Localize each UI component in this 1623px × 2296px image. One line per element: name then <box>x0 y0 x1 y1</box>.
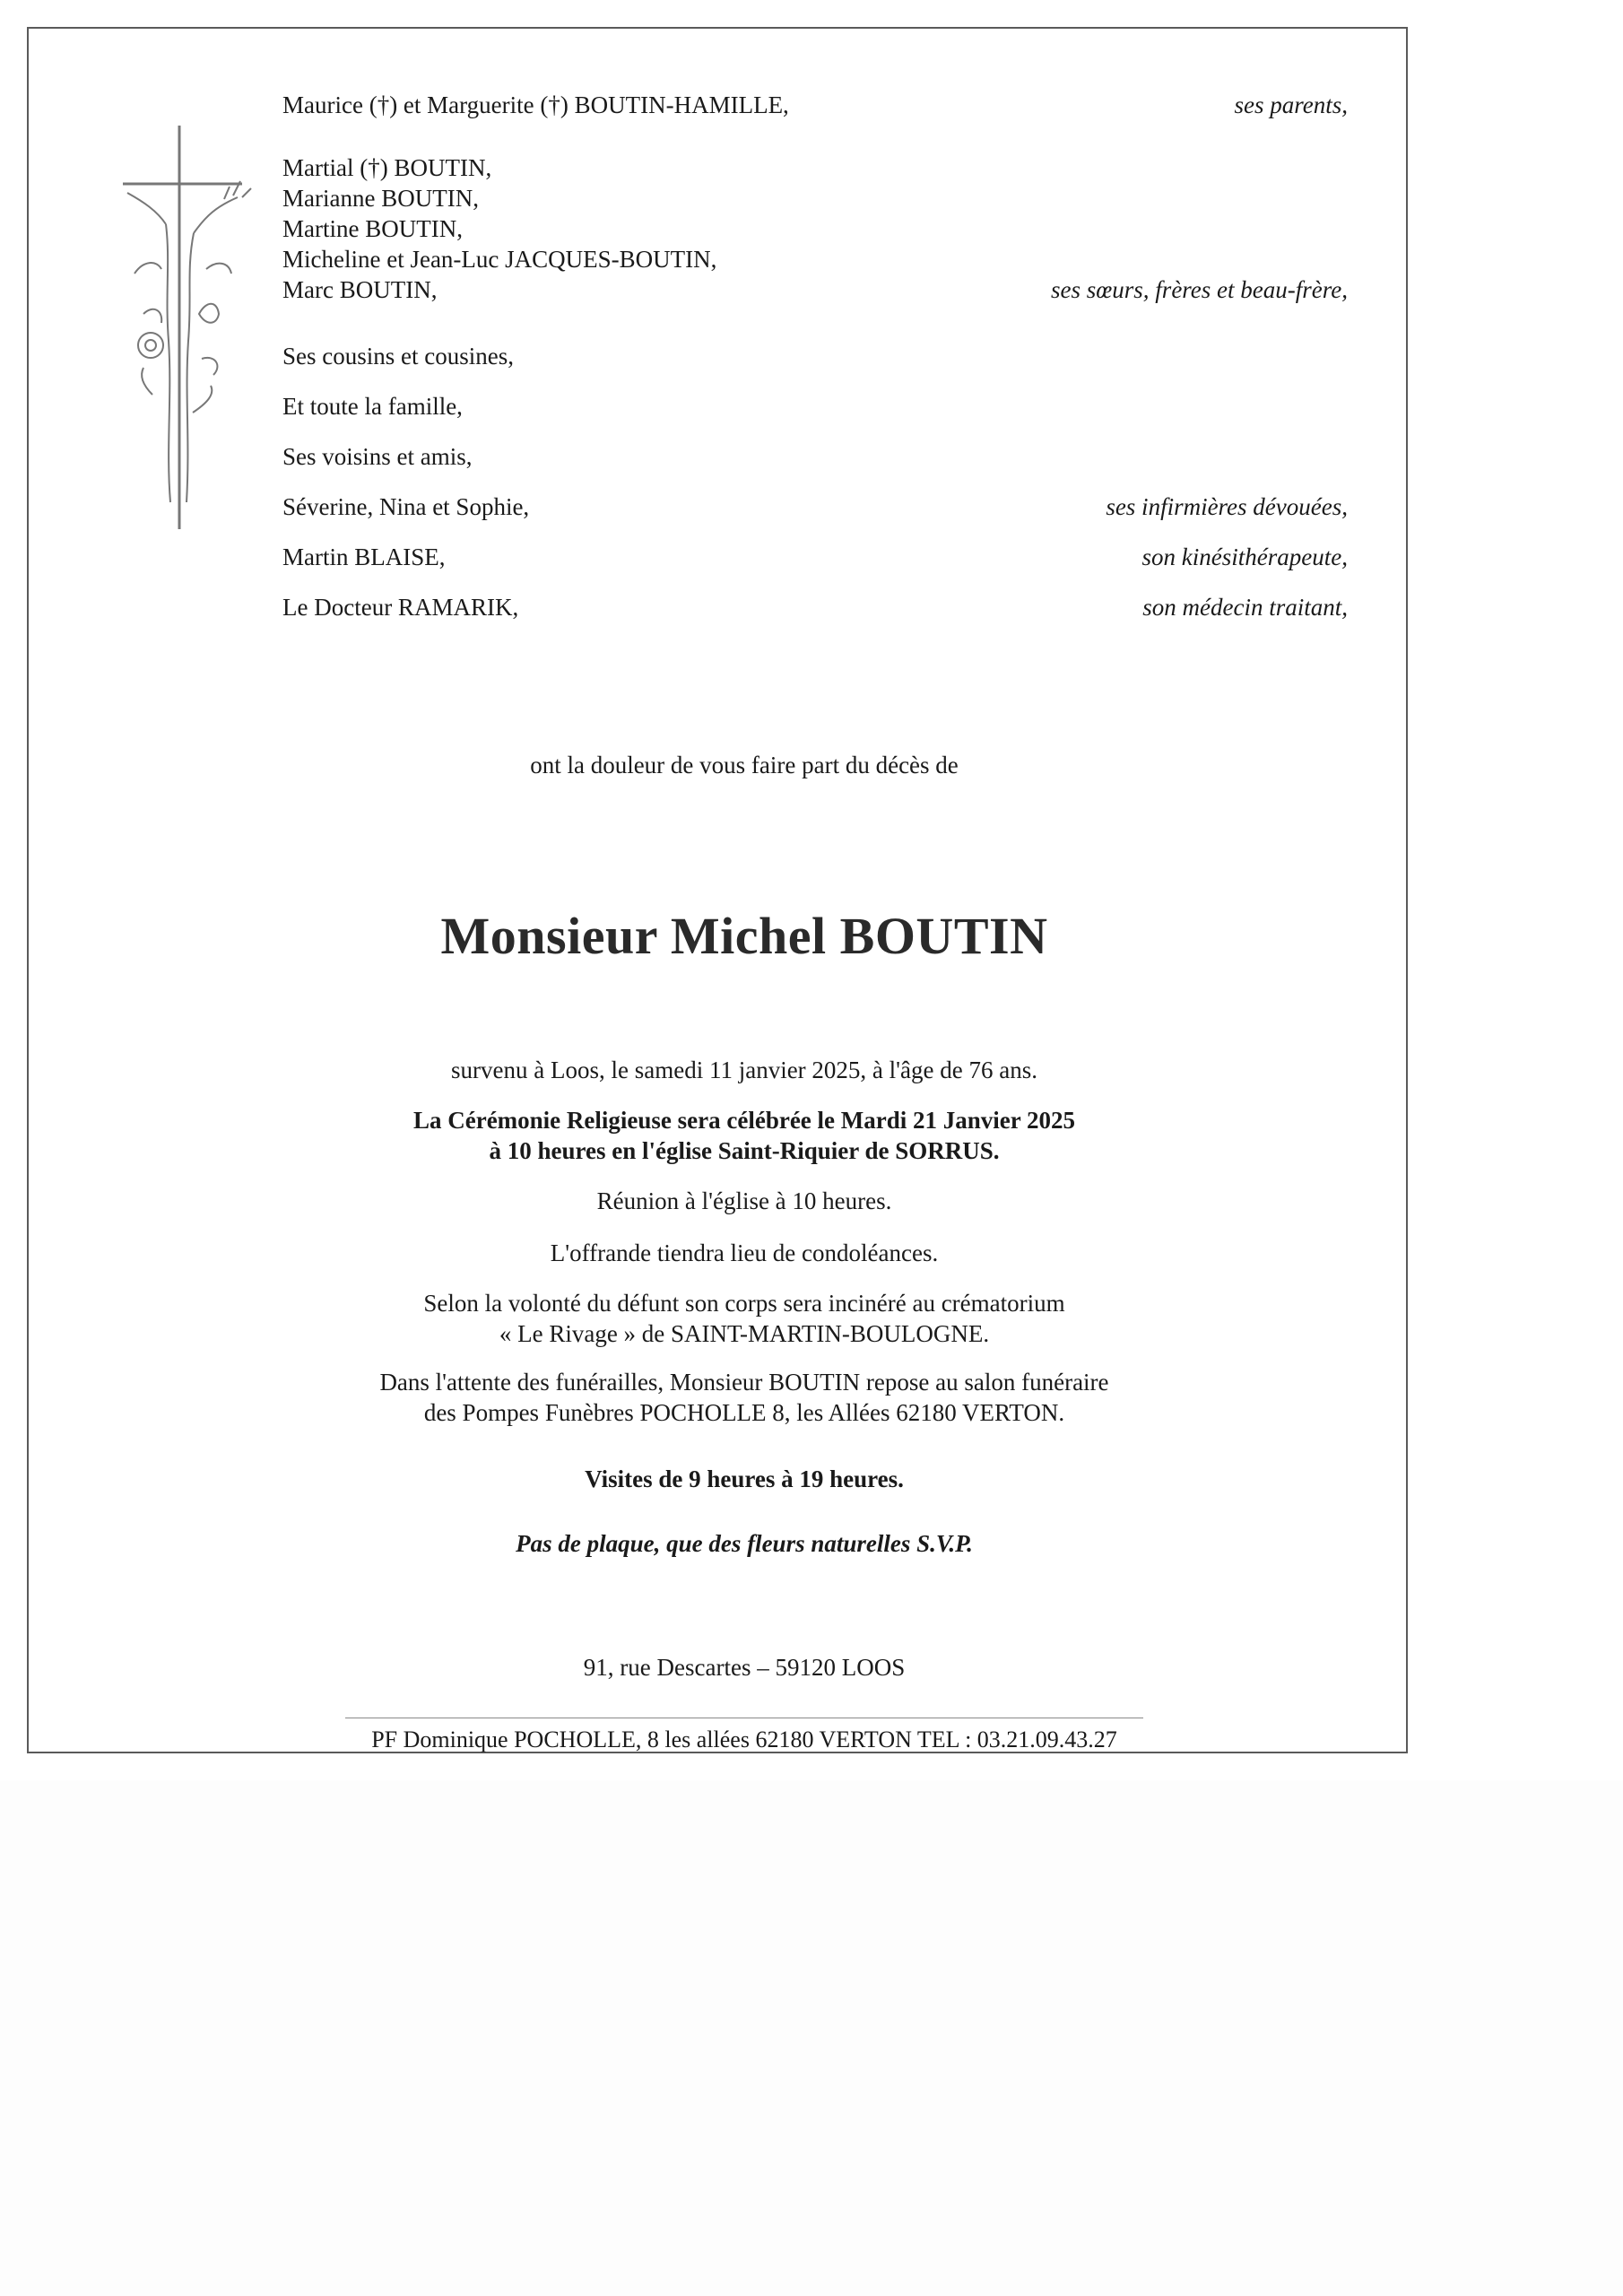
sibling-name: Marianne BOUTIN, <box>282 185 479 212</box>
blank-scan-area <box>0 1780 1623 2296</box>
ceremony-line-1: La Cérémonie Religieuse sera célébrée le Mardi 21 Janvier 2025 <box>412 1107 1076 1134</box>
funeral-home-footer: PF Dominique POCHOLLE, 8 les allées 62180 VERTON TEL : 03.21.09.43.27 <box>371 1726 1117 1752</box>
neighbors-line: Ses voisins et amis, <box>282 443 473 470</box>
meeting-info: Réunion à l'église à 10 heures. <box>596 1187 892 1214</box>
address-line: 91, rue Descartes – 59120 LOOS <box>583 1654 906 1681</box>
deceased-name: Monsieur Michel BOUTIN <box>440 907 1048 965</box>
cremation-line-2: « Le Rivage » de SAINT-MARTIN-BOULOGNE. <box>499 1320 990 1347</box>
visits-info: Visites de 9 heures à 19 heures. <box>585 1465 904 1492</box>
announcement-intro: ont la douleur de vous faire part du décès de <box>530 752 959 778</box>
physio-name: Martin BLAISE, <box>282 544 446 570</box>
siblings-role: ses sœurs, frères et beau-frère, <box>1051 276 1348 303</box>
flowers-info: Pas de plaque, que des fleurs naturelles S.V.P. <box>516 1530 973 1557</box>
nurses-role: ses infirmières dévouées, <box>1106 493 1348 520</box>
sibling-name: Marc BOUTIN, <box>282 276 438 303</box>
ceremony-line-2: à 10 heures en l'église Saint-Riquier de SORRUS. <box>489 1137 1000 1164</box>
rest-line-1: Dans l'attente des funérailles, Monsieur BOUTIN repose au salon funéraire <box>379 1369 1109 1396</box>
parents-role: ses parents, <box>1234 91 1348 118</box>
cousins-line: Ses cousins et cousines, <box>282 343 514 370</box>
physio-role: son kinésithérapeute, <box>1141 544 1348 570</box>
sibling-name: Martine BOUTIN, <box>282 215 463 242</box>
sibling-name: Martial (†) BOUTIN, <box>282 154 492 181</box>
cross-with-flowers-icon <box>117 126 260 529</box>
nurses-names: Séverine, Nina et Sophie, <box>282 493 530 520</box>
death-info: survenu à Loos, le samedi 11 janvier 2025, à l'âge de 76 ans. <box>451 1057 1037 1083</box>
cremation-line-1: Selon la volonté du défunt son corps sera incinéré au crématorium <box>423 1290 1065 1317</box>
offering-info: L'offrande tiendra lieu de condoléances. <box>550 1239 939 1266</box>
rest-line-2: des Pompes Funèbres POCHOLLE 8, les Allées 62180 VERTON. <box>423 1399 1065 1426</box>
family-line: Et toute la famille, <box>282 393 463 420</box>
parents-names: Maurice (†) et Marguerite (†) BOUTIN-HAMILLE, <box>282 91 789 118</box>
sibling-name: Micheline et Jean-Luc JACQUES-BOUTIN, <box>282 246 717 273</box>
doctor-role: son médecin traitant, <box>1142 594 1348 621</box>
doctor-name: Le Docteur RAMARIK, <box>282 594 519 621</box>
